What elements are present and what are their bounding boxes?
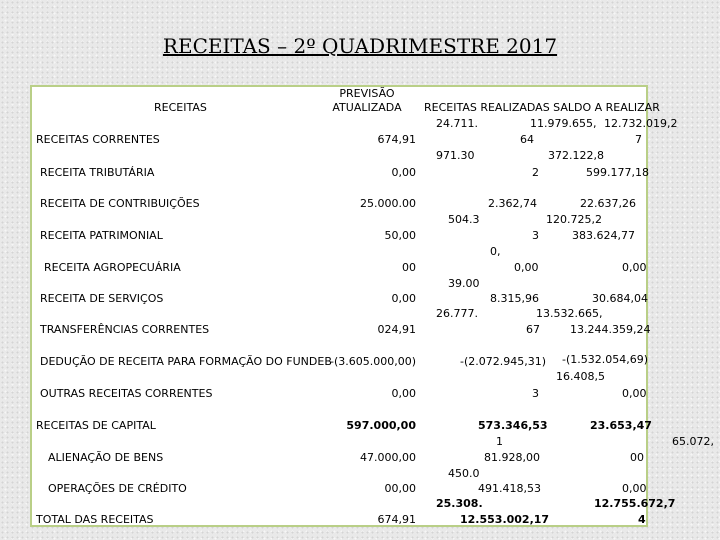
realizadas-fragment: 450.0 — [448, 467, 480, 480]
realizadas-fragment: 971.30 — [436, 149, 475, 162]
previsao-value: 25.000.00 — [360, 197, 416, 210]
realizadas-fragment: 3 — [532, 229, 539, 242]
saldo-fragment: 0,00 — [622, 482, 647, 495]
row-label: TRANSFERÊNCIAS CORRENTES — [40, 323, 210, 336]
realizadas-fragment: 24.711. — [436, 117, 478, 130]
saldo-fragment: 120.725,2 — [546, 213, 602, 226]
realizadas-fragment: 1 — [496, 435, 503, 448]
previsao-value: 674,91 — [377, 133, 416, 146]
row-label: TOTAL DAS RECEITAS — [36, 513, 154, 526]
header-previsao-line1: PREVISÃO — [339, 87, 395, 100]
previsao-value: 024,91 — [377, 323, 416, 336]
saldo-fragment: 0,00 — [622, 261, 647, 274]
row-label: OUTRAS RECEITAS CORRENTES — [40, 387, 213, 400]
previsao-value: 47.000,00 — [360, 451, 416, 464]
saldo-fragment: 13.532.665, — [536, 307, 603, 320]
header-previsao-line2: ATUALIZADA — [332, 101, 402, 114]
saldo-fragment: 00 — [630, 451, 644, 464]
row-label: OPERAÇÕES DE CRÉDITO — [48, 482, 187, 495]
realizadas-fragment: 573.346,53 — [478, 419, 548, 432]
saldo-fragment: 7 — [635, 133, 642, 146]
row-label: ALIENAÇÃO DE BENS — [48, 451, 164, 464]
saldo-fragment: 16.408,5 — [556, 370, 605, 383]
previsao-value: -(3.605.000,00) — [329, 355, 416, 368]
saldo-fragment: 383.624,77 — [572, 229, 635, 242]
saldo-fragment: 30.684,04 — [592, 292, 648, 305]
previsao-value: 0,00 — [391, 166, 416, 179]
realizadas-fragment: 25.308. — [436, 497, 483, 510]
saldo-fragment: 0,00 — [622, 387, 647, 400]
page-title: RECEITAS – 2º QUADRIMESTRE 2017 — [162, 34, 558, 58]
previsao-value: 597.000,00 — [346, 419, 416, 432]
realizadas-fragment: 2.362,74 — [488, 197, 537, 210]
realizadas-fragment: 12.553.002,17 — [460, 513, 550, 526]
row-label: RECEITAS CORRENTES — [36, 133, 160, 146]
previsao-value: 50,00 — [384, 229, 416, 242]
previsao-value: 0,00 — [391, 292, 416, 305]
saldo-fragment: 372.122,8 — [548, 149, 604, 162]
realizadas-fragment: 504.3 — [448, 213, 480, 226]
previsao-value: 0,00 — [391, 387, 416, 400]
realizadas-fragment: 2 — [532, 166, 539, 179]
saldo-fragment: 12.732.019,2 — [604, 117, 678, 130]
realizadas-fragment: 64 — [520, 133, 534, 146]
row-label: RECEITAS DE CAPITAL — [36, 419, 156, 432]
row-label: RECEITA TRIBUTÁRIA — [40, 166, 155, 179]
previsao-value: 00,00 — [384, 482, 416, 495]
saldo-fragment: -(1.532.054,69) — [562, 353, 649, 366]
saldo-fragment: 65.072, — [672, 435, 714, 448]
realizadas-fragment: 3 — [532, 387, 539, 400]
realizadas-fragment: 8.315,96 — [490, 292, 539, 305]
saldo-fragment: 12.755.672,7 — [594, 497, 676, 510]
row-label: RECEITA DE CONTRIBUIÇÕES — [40, 197, 200, 210]
realizadas-fragment: 39.00 — [448, 277, 480, 290]
saldo-fragment: 13.244.359,24 — [570, 323, 651, 336]
realizadas-fragment: -(2.072.945,31) — [460, 355, 547, 368]
realizadas-fragment: 0,00 — [514, 261, 539, 274]
row-label: RECEITA AGROPECUÁRIA — [44, 261, 181, 274]
saldo-fragment: 4 — [638, 513, 646, 526]
row-label: RECEITA PATRIMONIAL — [40, 229, 163, 242]
realizadas-fragment: 11.979.655, — [530, 117, 597, 130]
saldo-fragment: 22.637,26 — [580, 197, 636, 210]
previsao-value: 00 — [402, 261, 416, 274]
row-label: RECEITA DE SERVIÇOS — [40, 292, 164, 305]
row-label: DEDUÇÃO DE RECEITA PARA FORMAÇÃO DO FUNDEB — [40, 355, 332, 368]
realizadas-fragment: 0, — [490, 245, 501, 258]
saldo-fragment: 599.177,18 — [586, 166, 649, 179]
revenue-table — [30, 85, 714, 527]
realizadas-fragment: 26.777. — [436, 307, 478, 320]
header-realizadas-saldo: RECEITAS REALIZADAS SALDO A REALIZAR — [424, 101, 660, 114]
realizadas-fragment: 81.928,00 — [484, 451, 540, 464]
realizadas-fragment: 491.418,53 — [478, 482, 541, 495]
realizadas-fragment: 67 — [526, 323, 540, 336]
header-receitas: RECEITAS — [154, 101, 207, 114]
saldo-fragment: 23.653,47 — [590, 419, 652, 432]
previsao-value: 674,91 — [377, 513, 416, 526]
